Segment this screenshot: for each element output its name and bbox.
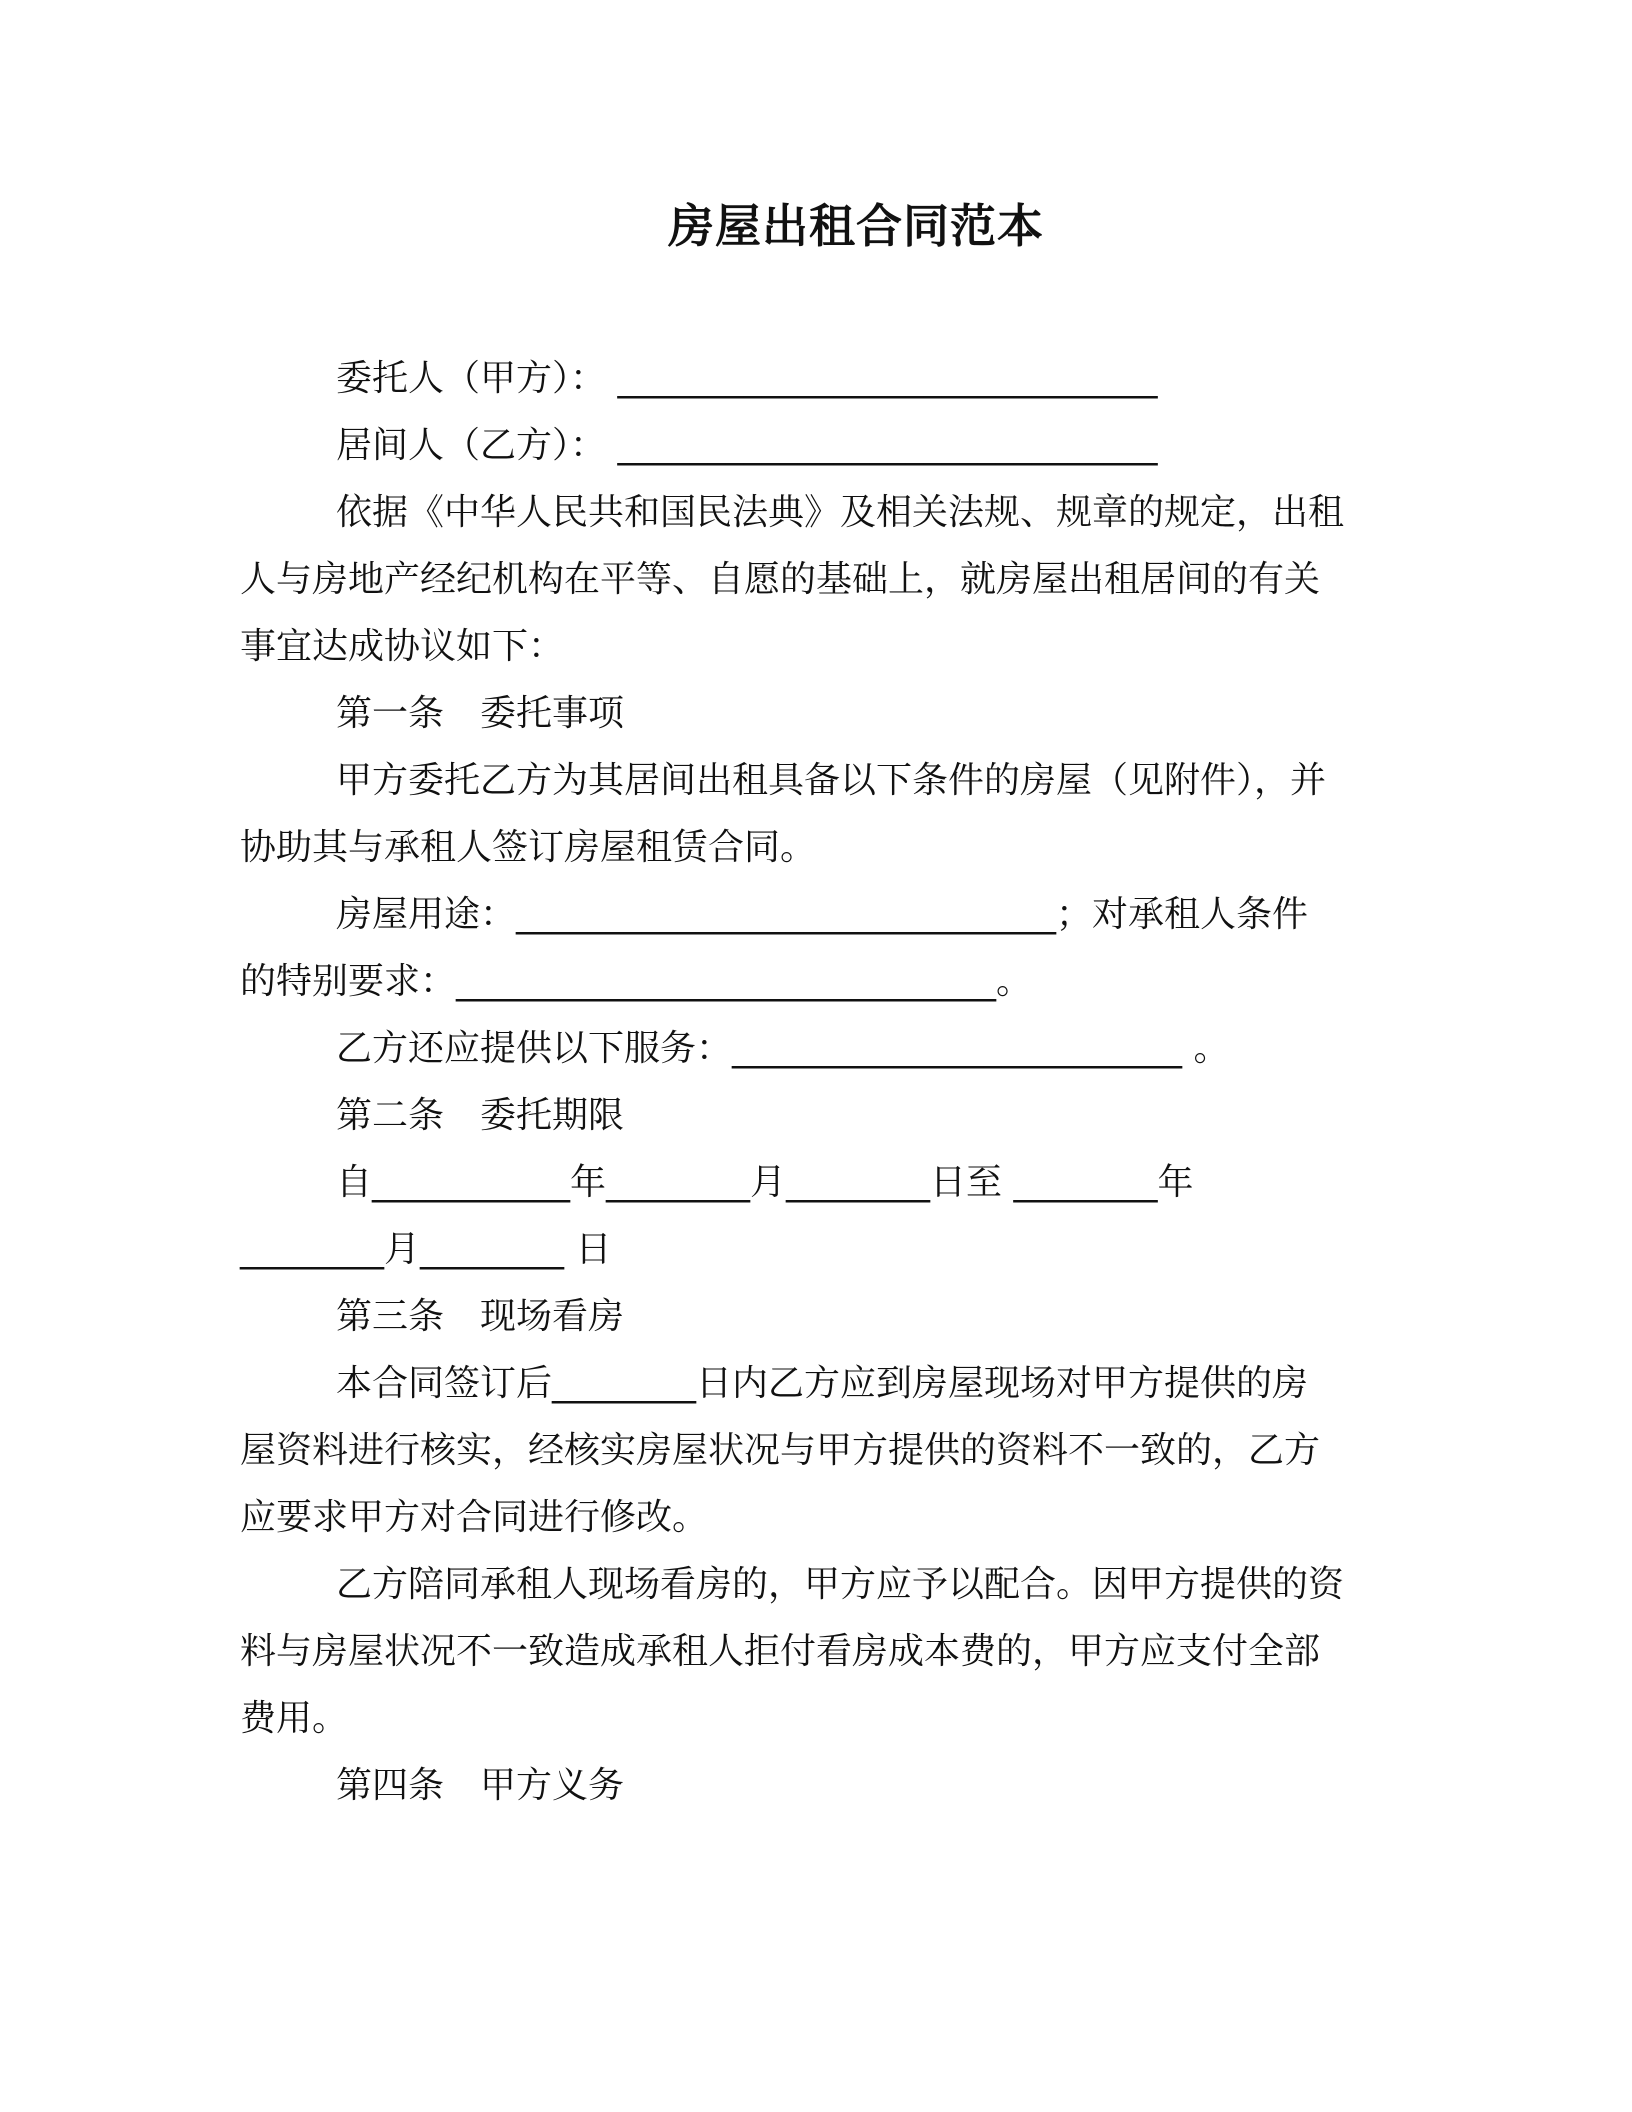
term-line-1: 自___________年________月________日至 ________年 (336, 1162, 1194, 1203)
tenant-requirements-line: 的特别要求：______________________________。 (240, 961, 1033, 1002)
article-4-heading: 第四条 甲方义务 (336, 1765, 625, 1806)
article-3-para-2-line-2: 料与房屋状况不一致造成承租人拒付看房成本费的，甲方应支付全部 (240, 1631, 1321, 1672)
article-3-para-2-line-1: 乙方陪同承租人现场看房的，甲方应予以配合。因甲方提供的资 (336, 1564, 1345, 1605)
document-body (240, 345, 1375, 1819)
article-1-para-line-1: 甲方委托乙方为其居间出租具备以下条件的房屋（见附件），并 (336, 760, 1327, 801)
intermediary-party-b-line: 居间人（乙方）： ______________________________ (336, 425, 1158, 466)
preamble-line-1: 依据《中华人民共和国民法典》及相关法规、规章的规定，出租 (336, 492, 1345, 533)
term-line-2: ________月________ 日 (240, 1229, 612, 1270)
preamble-line-2: 人与房地产经纪机构在平等、自愿的基础上，就房屋出租居间的有关 (240, 559, 1321, 600)
document-title: 房屋出租合同范本 (668, 199, 1044, 253)
article-3-heading: 第三条 现场看房 (336, 1296, 625, 1337)
house-use-line: 房屋用途：______________________________；对承租人条件 (336, 894, 1309, 935)
article-1-para-line-2: 协助其与承租人签订房屋租赁合同。 (240, 827, 817, 868)
article-3-para-2-line-3: 费用。 (240, 1698, 349, 1739)
article-3-para-1-line-3: 应要求甲方对合同进行修改。 (240, 1497, 709, 1538)
preamble-line-3: 事宜达成协议如下： (240, 626, 565, 667)
principal-party-a-line: 委托人（甲方）： ______________________________ (336, 358, 1158, 399)
article-3-para-1-line-1: 本合同签订后________日内乙方应到房屋现场对甲方提供的房 (336, 1363, 1309, 1404)
article-2-heading: 第二条 委托期限 (336, 1095, 625, 1136)
extra-services-line: 乙方还应提供以下服务：_________________________ 。 (336, 1028, 1230, 1069)
article-1-heading: 第一条 委托事项 (336, 693, 625, 734)
article-3-para-1-line-2: 屋资料进行核实，经核实房屋状况与甲方提供的资料不一致的，乙方 (240, 1430, 1321, 1471)
